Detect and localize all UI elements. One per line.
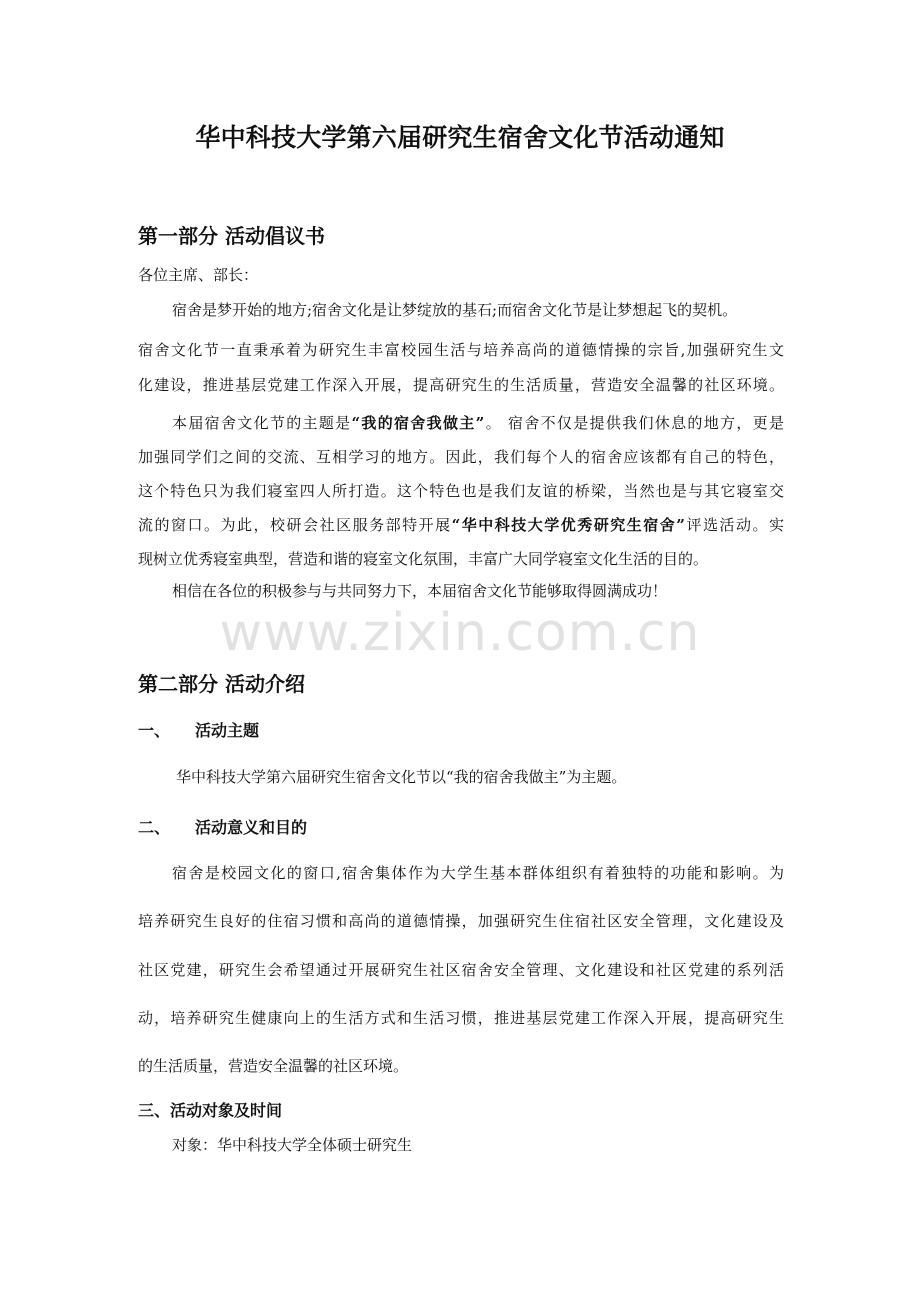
section3-target: 对象：华中科技大学全体硕士研究生 xyxy=(172,1136,413,1154)
part1-heading: 第一部分 活动倡议书 xyxy=(138,224,325,248)
section1-text: 华中科技大学第六届研究生宿舍文化节以“我的宿舍我做主”为主题。 xyxy=(176,768,627,786)
page-title: 华中科技大学第六届研究生宿舍文化节活动通知 xyxy=(195,123,725,152)
para1-line-1: 宿舍是梦开始的地方;宿舍文化是让梦绽放的基石;而宿舍文化节是让梦想起飞的契机。 xyxy=(172,301,738,319)
greeting: 各位主席、部长： xyxy=(138,266,259,284)
award-bold-text: “华中科技大学优秀研究生宿舍” xyxy=(451,516,685,534)
para2-line-1-text-a: 本届宿舍文化节的主题是 xyxy=(172,414,352,432)
theme-bold-text: “我的宿舍我做主” xyxy=(351,414,485,432)
section2-heading xyxy=(138,815,307,838)
section2-number: 二、 xyxy=(138,818,171,837)
para2-line-5: 现树立优秀寝室典型，营造和谐的寝室文化氛围，丰富广大同学寝室文化生活的目的。 xyxy=(138,550,709,568)
part2-heading: 第二部分 活动介绍 xyxy=(138,672,305,696)
section1-title: 活动主题 xyxy=(195,721,260,740)
para2-line-4-text-b: 评选活动。实 xyxy=(684,516,784,534)
para2-line-1 xyxy=(172,412,784,433)
para2-line-2: 加强同学们之间的交流、互相学习的地方。因此，我们每个人的宿舍应该都有自己的特色， xyxy=(138,448,784,466)
para2-line-4 xyxy=(138,514,784,535)
watermark: www.zixin.com.cn xyxy=(219,603,701,663)
para1-line-3: 化建设，推进基层党建工作深入开展，提高研究生的生活质量，营造安全温馨的社区环境。 xyxy=(138,376,784,394)
section1-number: 一、 xyxy=(138,721,171,740)
section2-title: 活动意义和目的 xyxy=(195,818,308,837)
section2-line-5: 的生活质量，营造安全温馨的社区环境。 xyxy=(138,1057,409,1075)
para2-line-4-text-a: 流的窗口。为此，校研会社区服务部特开展 xyxy=(138,516,452,534)
para1-line-2: 宿舍文化节一直秉承着为研究生丰富校园生活与培养高尚的道德情操的宗旨,加强研究生文 xyxy=(138,341,784,359)
para2-line-3: 这个特色只为我们寝室四人所打造。这个特色也是我们友谊的桥梁，当然也是与其它寝室交 xyxy=(138,482,784,500)
section2-line-2: 培养研究生良好的住宿习惯和高尚的道德情操，加强研究生住宿社区安全管理，文化建设及 xyxy=(138,912,784,930)
section2-line-3: 社区党建，研究生会希望通过开展研究生社区宿舍安全管理、文化建设和社区党建的系列活 xyxy=(138,961,784,979)
section2-line-4: 动，培养研究生健康向上的生活方式和生活习惯，推进基层党建工作深入开展，提高研究生 xyxy=(138,1009,784,1027)
para3: 相信在各位的积极参与与共同努力下，本届宿舍文化节能够取得圆满成功！ xyxy=(172,582,668,600)
section2-line-1: 宿舍是校园文化的窗口,宿舍集体作为大学生基本群体组织有着独特的功能和影响。为 xyxy=(172,864,784,882)
para2-line-1-text-b: 。 宿舍不仅是提供我们休息的地方，更是 xyxy=(484,414,784,432)
section3-heading: 三、活动对象及时间 xyxy=(138,1101,283,1120)
section1-heading xyxy=(138,718,259,741)
